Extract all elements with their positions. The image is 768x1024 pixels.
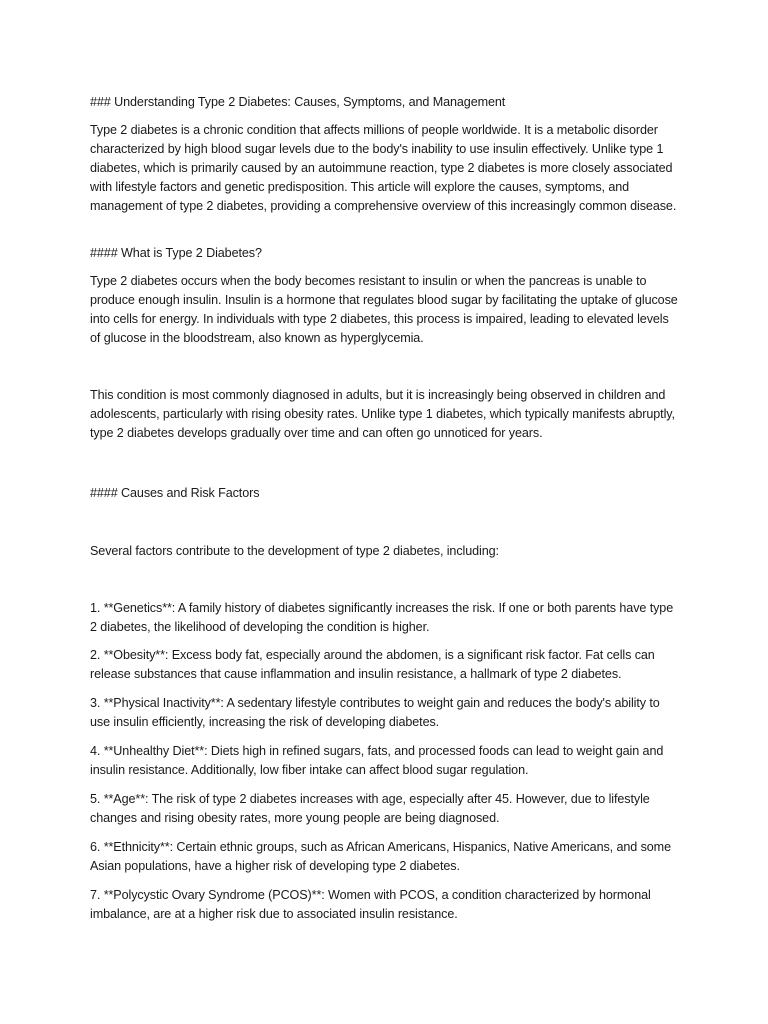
list-item-physical-inactivity: 3. **Physical Inactivity**: A sedentary lifestyle contributes to weight gain and reduces the body's ability to use insulin efficiently, increasing the risk of developing diabetes. — [90, 696, 660, 729]
list-item-genetics: 1. **Genetics**: A family history of diabetes significantly increases the risk. If one or both parents have type 2 diabetes, the likelihood of developing the condition is higher. — [90, 601, 674, 634]
paragraph-condition: This condition is most commonly diagnosed in adults, but it is increasingly being observed in children and adolescents, particularly with rising obesity rates. Unlike type 1 diabetes, which typically manifests abruptly, type 2 diabetes develops gradually over time and can often go unnoticed for years. — [90, 388, 675, 440]
paragraph-what-is: Type 2 diabetes occurs when the body becomes resistant to insulin or when the pancreas is unable to produce enough insulin. Insulin is a hormone that regulates blood sugar by facilitating the uptake of glucose into cells for energy. In individuals with type 2 diabetes, this process is impaired, leading to elevated levels of glucose in the bloodstream, also known as hyperglycemia. — [90, 274, 678, 345]
list-item-ethnicity: 6. **Ethnicity**: Certain ethnic groups, such as African Americans, Hispanics, Native Americans, and some Asian populations, have a higher risk of developing type 2 diabetes. — [90, 840, 671, 873]
list-item-obesity: 2. **Obesity**: Excess body fat, especially around the abdomen, is a significant risk factor. Fat cells can release substances that cause inflammation and insulin resistance, a hallmark of type 2 diabetes. — [90, 648, 655, 681]
list-item-unhealthy-diet: 4. **Unhealthy Diet**: Diets high in refined sugars, fats, and processed foods can lead to weight gain and insulin resistance. Additionally, low fiber intake can affect blood sugar regulation. — [90, 744, 664, 777]
document-title: ### Understanding Type 2 Diabetes: Causes, Symptoms, and Management — [90, 95, 506, 109]
list-item-pcos: 7. **Polycystic Ovary Syndrome (PCOS)**: Women with PCOS, a condition characterized by hormonal imbalance, are at a higher risk due to associated insulin resistance. — [90, 888, 651, 921]
section-heading-causes: #### Causes and Risk Factors — [90, 486, 260, 500]
intro-paragraph: Type 2 diabetes is a chronic condition that affects millions of people worldwide. It is a metabolic disorder characterized by high blood sugar levels due to the body's inability to use insulin effectively. Unlike type 1 diabetes, which is primarily caused by an autoimmune reaction, type 2 diabetes is more closely associated with lifestyle factors and genetic predisposition. This article will explore the causes, symptoms, and management of type 2 diabetes, providing a comprehensive overview of this increasingly common disease. — [90, 123, 677, 213]
list-item-age: 5. **Age**: The risk of type 2 diabetes increases with age, especially after 45. However, due to lifestyle changes and rising obesity rates, more young people are being diagnosed. — [90, 792, 650, 825]
section-heading-what-is: #### What is Type 2 Diabetes? — [90, 246, 262, 260]
causes-intro-paragraph: Several factors contribute to the development of type 2 diabetes, including: — [90, 544, 499, 558]
